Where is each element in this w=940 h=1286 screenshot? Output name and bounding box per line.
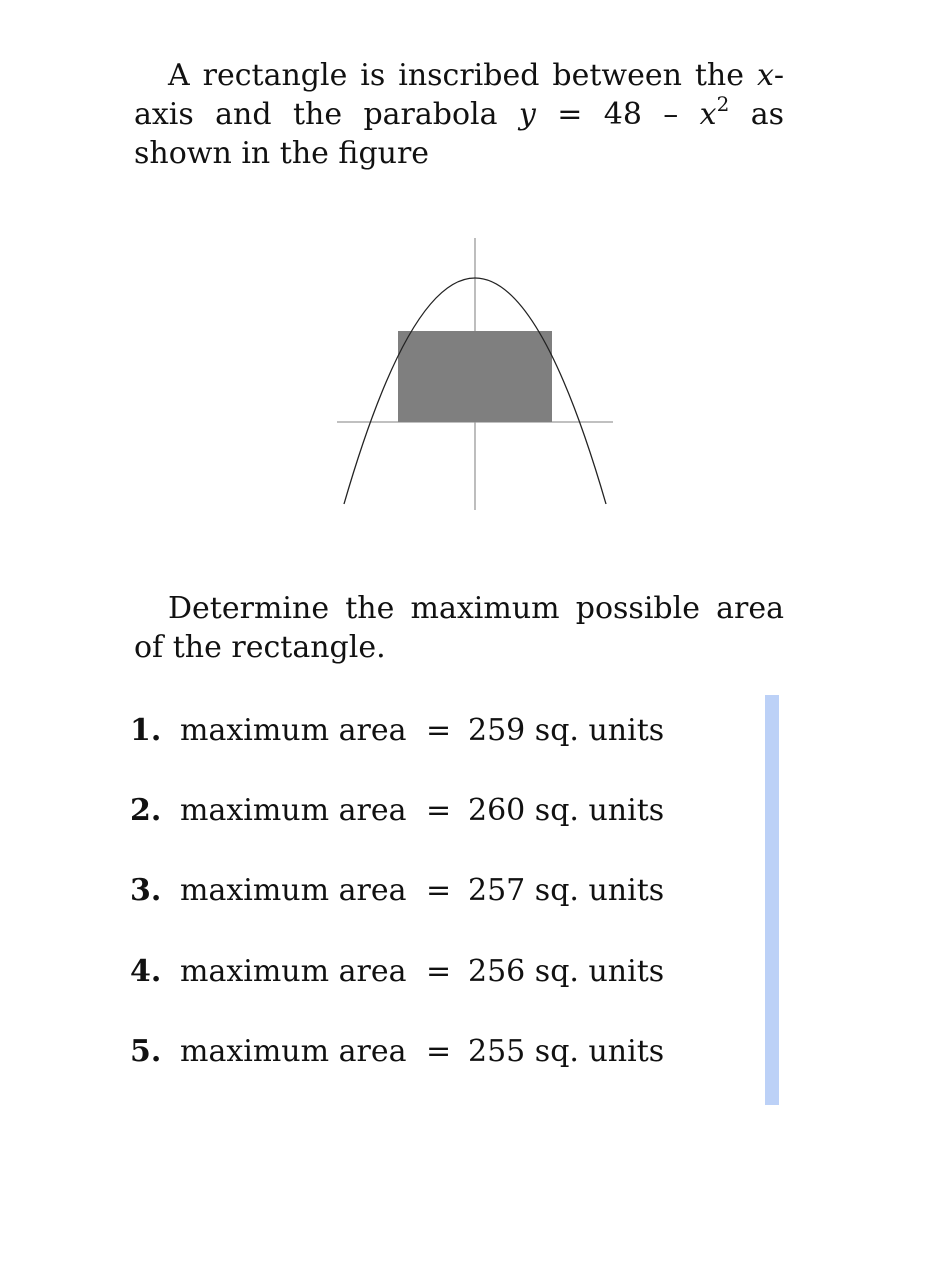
math-var-y: y	[518, 97, 536, 132]
choice-label: maximum area	[180, 713, 407, 748]
choice-value: 256 sq. units	[468, 954, 665, 989]
intro-text-1: A rectangle is inscribed between the	[168, 58, 757, 93]
choice-label: maximum area	[180, 1034, 407, 1069]
question-text: Determine the maximum possible area of the rectangle.	[134, 591, 784, 665]
choice-value: 257 sq. units	[468, 873, 665, 908]
choice-number: 3.	[130, 873, 162, 908]
equals-sign: =	[426, 873, 452, 908]
exponent: 2	[716, 92, 730, 116]
parabola-figure	[330, 230, 620, 515]
choice-label: maximum area	[180, 954, 407, 989]
equals-sign: =	[426, 713, 452, 748]
math-var-x: x	[756, 58, 774, 93]
choice-number: 2.	[130, 793, 162, 828]
choice-value: 259 sq. units	[468, 713, 665, 748]
choice-number: 1.	[130, 713, 162, 748]
choice-value: 260 sq. units	[468, 793, 665, 828]
math-var-x-squared: x	[699, 97, 717, 132]
intro-equation: = 48 –	[535, 97, 700, 132]
answer-highlight-bar	[765, 695, 779, 1105]
equals-sign: =	[426, 954, 452, 989]
choice-value: 255 sq. units	[468, 1034, 665, 1069]
intro-text-2: -axis and the parabola	[134, 58, 784, 132]
problem-statement	[134, 56, 784, 173]
choice-number: 4.	[130, 954, 162, 989]
equals-sign: =	[426, 793, 452, 828]
inscribed-rectangle	[398, 331, 552, 422]
choice-label: maximum area	[180, 873, 407, 908]
equals-sign: =	[426, 1034, 452, 1069]
intro-text-3: as shown in the figure	[134, 97, 784, 171]
choice-number: 5.	[130, 1034, 162, 1069]
choice-label: maximum area	[180, 793, 407, 828]
